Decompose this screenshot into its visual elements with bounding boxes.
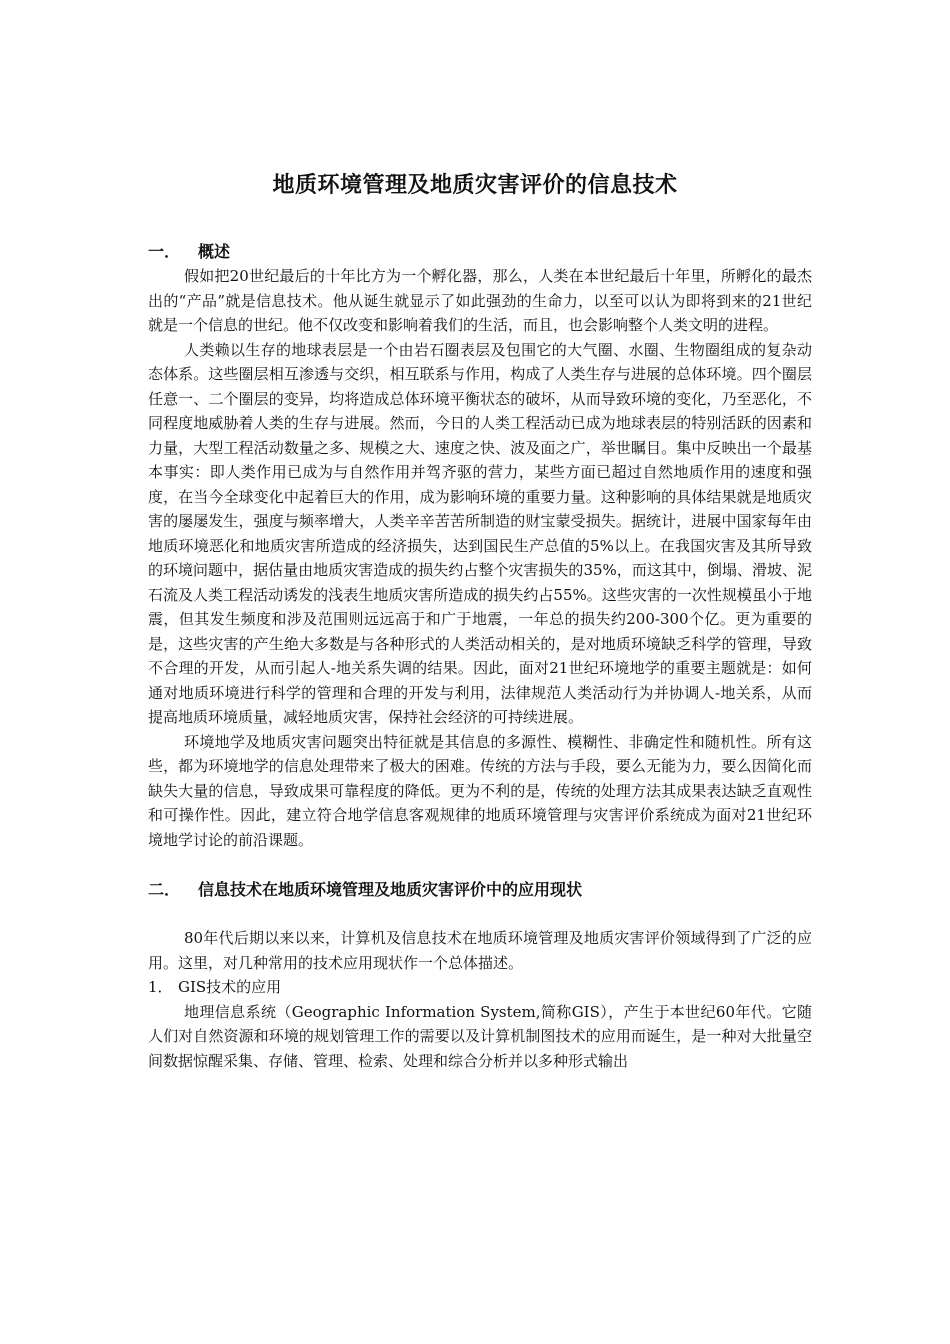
paragraph: 假如把20世纪最后的十年比方为一个孵化器，那么，人类在本世纪最后十年里，所孵化的最杰出的“产品”就是信息技术。他从诞生就显示了如此强劲的生命力，以至可以认为即将到来的21世纪就是一个信息的世纪。他不仅改变和影响着我们的生活，而且，也会影响整个人类文明的进程。 <box>148 267 812 334</box>
subsection-number: 1． <box>148 978 173 996</box>
paragraph: 人类赖以生存的地球表层是一个由岩石圈表层及包围它的大气圈、水圈、生物圈组成的复杂动态体系。这些圈层相互渗透与交织，相互联系与作用，构成了人类生存与进展的总体环境。四个圈层任意一、二个圈层的变异，均将造成总体环境平衡状态的破坏，从而导致环境的变化，乃至恶化，不同程度地威胁着人类的生存与进展。然而，今日的人类工程活动已成为地球表层的特别活跃的因素和力量，大型工程活动数量之多、规模之大、速度之快、波及面之广，举世瞩目。集中反映出一个最基本事实：即人类作用已成为与自然作用并驾齐驱的营力，某些方面已超过自然地质作用的速度和强度，在当今全球变化中起着巨大的作用，成为影响环境的重要力量。这种影响的具体结果就是地质灾害的屡屡发生，强度与频率增大，人类辛辛苦苦所制造的财宝蒙受损失。据统计，进展中国家每年由地质环境恶化和地质灾害所造成的经济损失，达到国民生产总值的5%以上。在我国灾害及其所导致的环境问题中，据估量由地质灾害造成的损失约占整个灾害损失的35%，而这其中，倒塌、滑坡、泥石流及人类工程活动诱发的浅表生地质灾害所造成的损失约占55%。这些灾害的一次性规模虽小于地震，但其发生频度和涉及范围则远远高于和广于地震，一年总的损失约200-300个亿。更为重要的是，这些灾害的产生绝大多数是与各种形式的人类活动相关的，是对地质环境缺乏科学的管理，导致不合理的开发，从而引起人-地关系失调的结果。因此，面对21世纪环境地学的重要主题就是：如何通对地质环境进行科学的管理和合理的开发与利用，法律规范人类活动行为并协调人-地关系，从而提高地质环境质量，减轻地质灾害，保持社会经济的可持续进展。 <box>148 340 812 726</box>
section-number: 二． <box>148 880 181 899</box>
section-title: 概述 <box>198 242 231 261</box>
paragraph: 环境地学及地质灾害问题突出特征就是其信息的多源性、模糊性、非确定性和随机性。所有这些，都为环境地学的信息处理带来了极大的困难。传统的方法与手段，要么无能为力，要么因简化而缺失大量的信息，导致成果可靠程度的降低。更为不利的是，传统的处理方法其成果表达缺乏直观性和可操作性。因此，建立符合地学信息客观规律的地质环境管理与灾害评价系统成为面对21世纪环境地学讨论的前沿课题。 <box>148 732 812 849</box>
document-title: 地质环境管理及地质灾害评价的信息技术 <box>272 173 678 198</box>
section-number: 一． <box>148 242 181 261</box>
section-heading-applications <box>148 878 812 902</box>
subsection-heading-gis <box>148 975 812 1000</box>
subsection-title: GIS技术的应用 <box>178 978 282 996</box>
document-body <box>148 240 812 1073</box>
section-title: 信息技术在地质环境管理及地质灾害评价中的应用现状 <box>198 880 583 899</box>
paragraph: 80年代后期以来以来，计算机及信息技术在地质环境管理及地质灾害评价领域得到了广泛的应用。这里，对几种常用的技术应用现状作一个总体描述。 <box>148 929 812 972</box>
section-heading-overview <box>148 240 812 264</box>
paragraph: 地理信息系统（Geographic Information System,简称GIS），产生于本世纪60年代。它随人们对自然资源和环境的规划管理工作的需要以及计算机制图技术的应用而诞生，是一种对大批量空间数据惊醒采集、存储、管理、检索、处理和综合分析并以多种形式输出 <box>148 1002 812 1070</box>
